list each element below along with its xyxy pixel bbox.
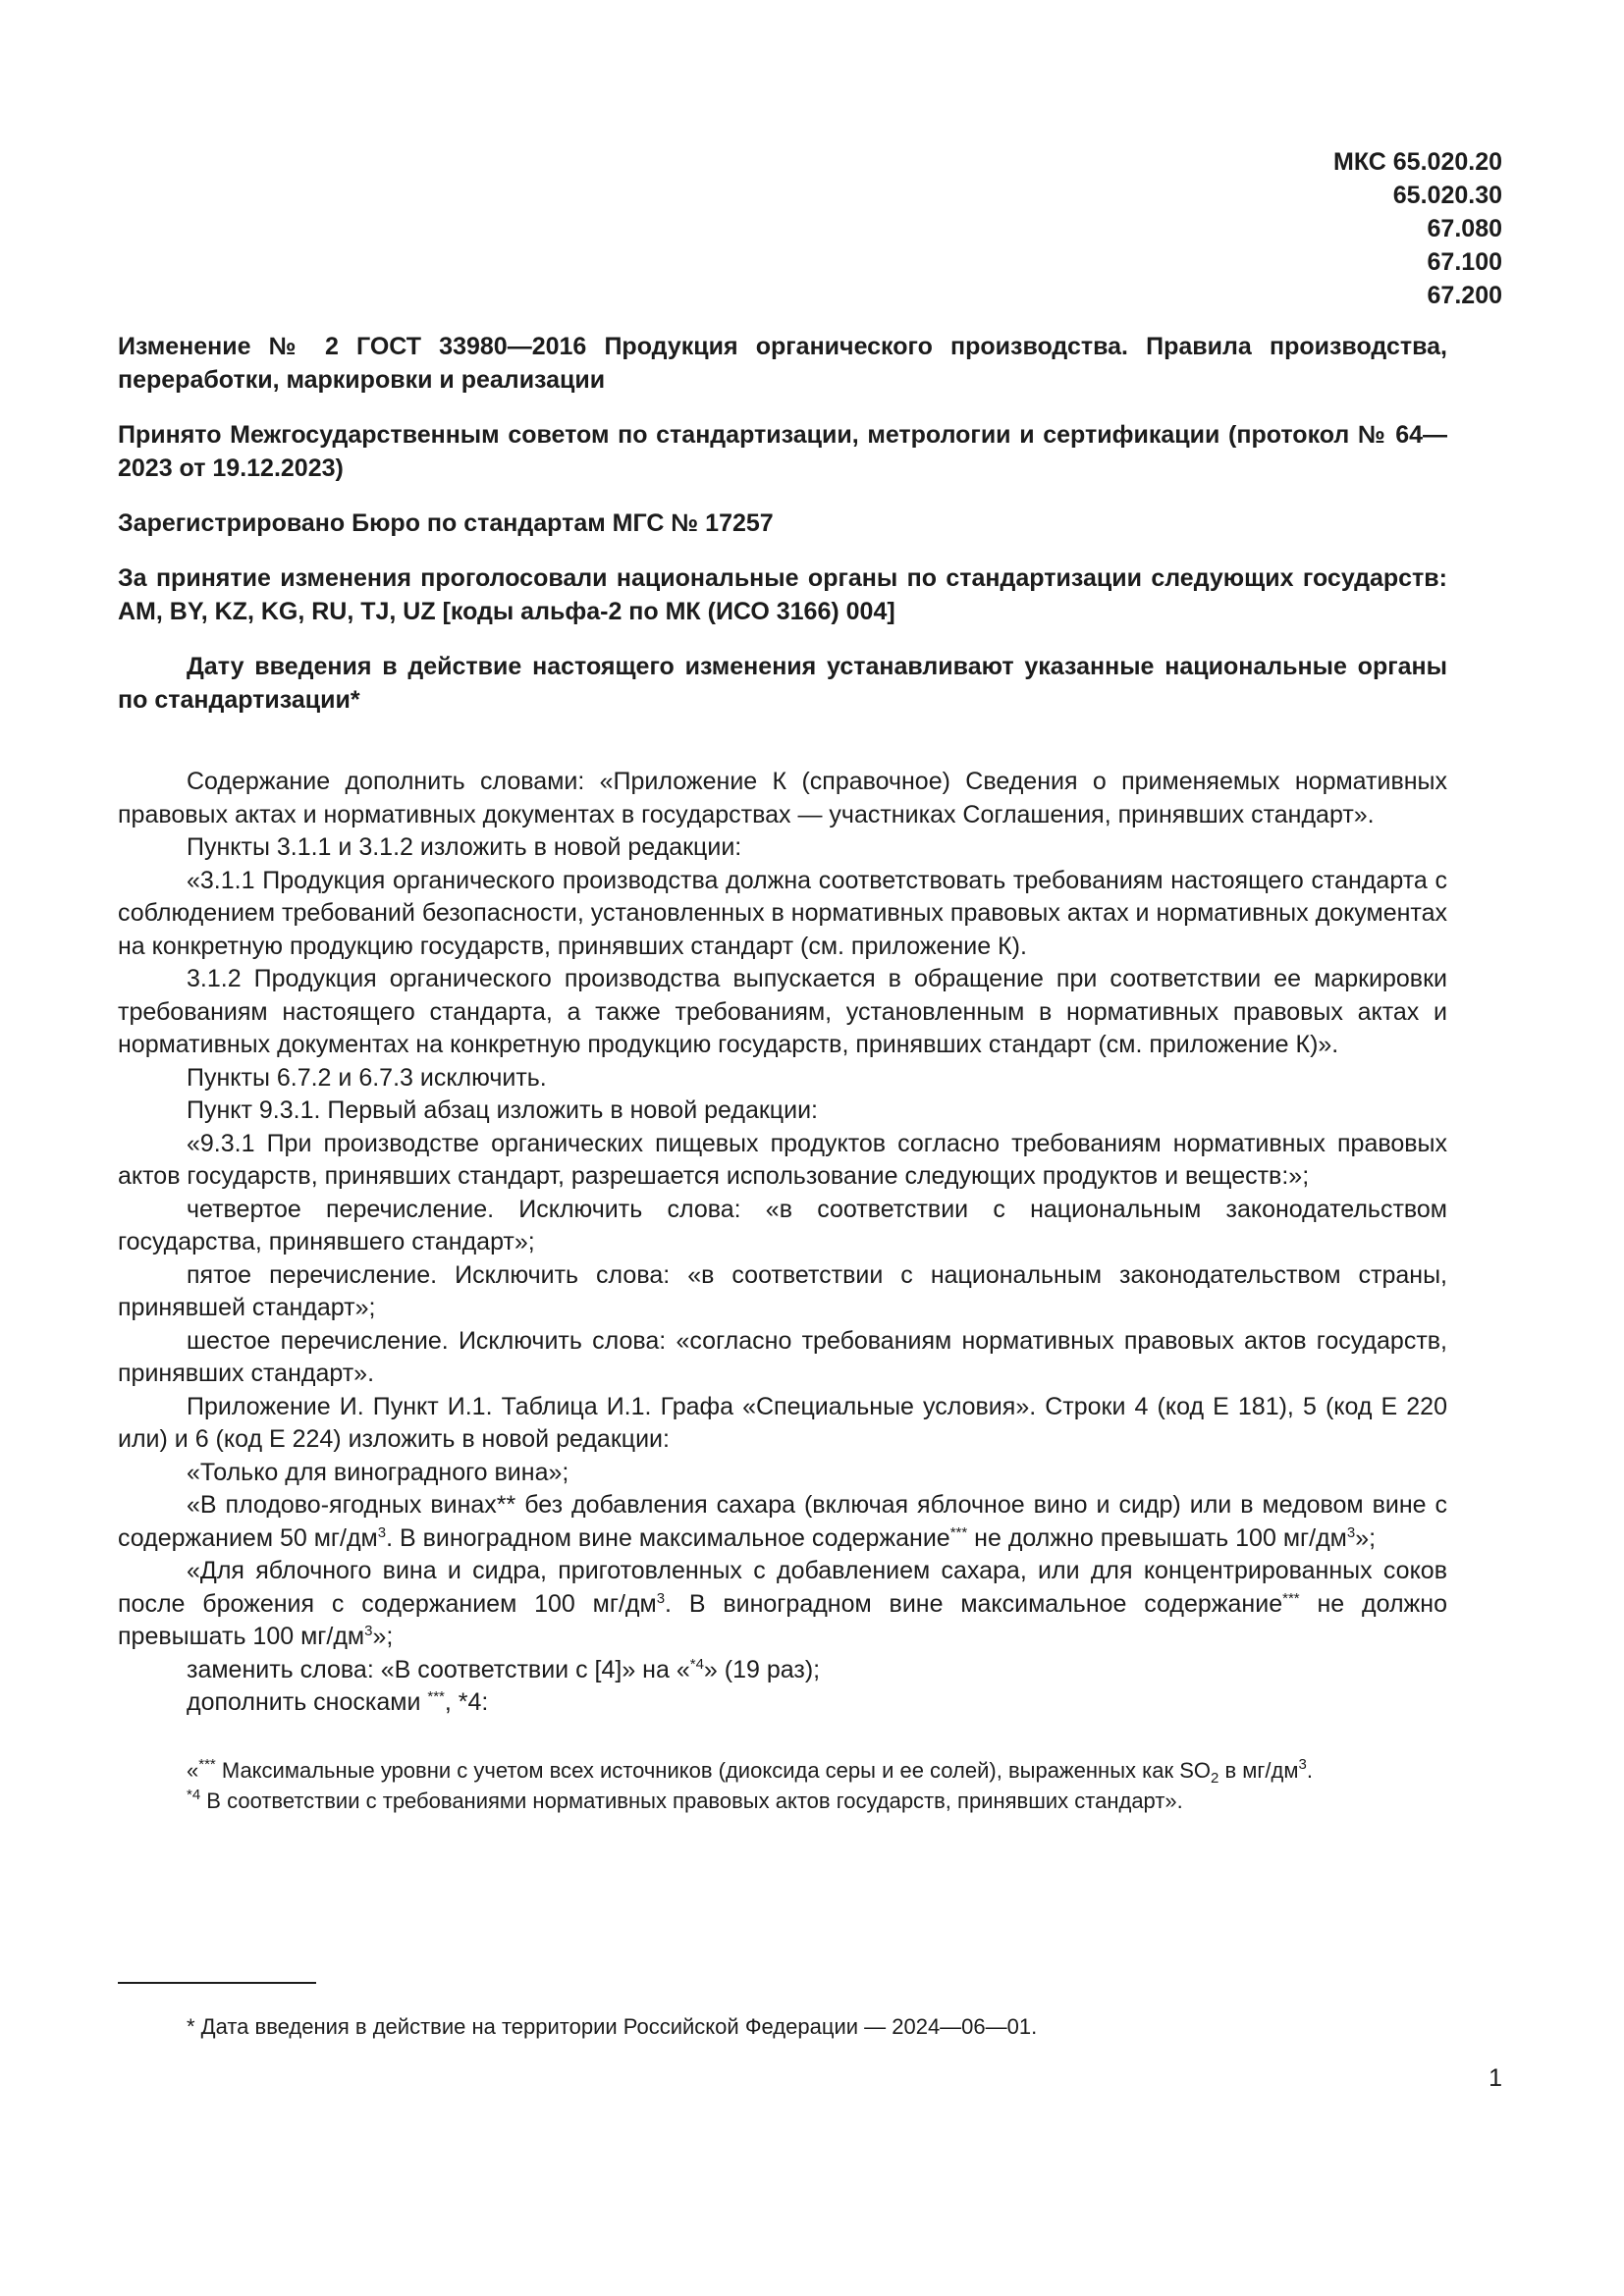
amendment-body	[118, 766, 1447, 1720]
body-paragraph: 3.1.2 Продукция органического производства выпускается в обращение при соответствии ее маркировки требованиям настоящего стандарта, а также требованиям, установленным в нормативных правовых актах и нормативных документах на конкретную продукцию государств, принявших стандарт (см. приложение К)».	[118, 965, 1447, 1058]
registration-statement: Зарегистрировано Бюро по стандартам МГС № 17257	[118, 509, 774, 537]
voting-statement: За принятие изменения проголосовали национальные органы по стандартизации следующих государств: AM, BY, KZ, KG, RU, TJ, UZ [коды альфа-2 по МК (ИСО 3166) 004]	[118, 564, 1447, 625]
body-paragraph: Пункты 6.7.2 и 6.7.3 исключить.	[187, 1063, 547, 1092]
mks-code-5: 67.200	[1427, 282, 1502, 309]
adopted-statement: Принято Межгосударственным советом по стандартизации, метрологии и сертификации (протокол № 64—2023 от 19.12.2023)	[118, 421, 1447, 482]
mks-prefix: МКС	[1333, 148, 1386, 176]
mks-code-2: 65.020.30	[1392, 182, 1502, 209]
footnote-divider	[118, 1982, 316, 1984]
body-paragraph: «В плодово-ягодных винах** без добавления сахара (включая яблочное вино и сидр) или в медовом вине с содержанием 50 $мг/дм^3$. В виноградном вине максимальное содержание*** не должно превышать 100 $мг/дм^3$»;	[118, 1491, 1447, 1552]
body-paragraph: дополнить сносками ***, *4:	[187, 1688, 489, 1716]
document-content	[118, 330, 1447, 1816]
body-paragraph: Приложение И. Пункт И.1. Таблица И.1. Графа «Специальные условия». Строки 4 (код Е 181), 5 (код Е 220 или) и 6 (код Е 224) изложить в новой редакции:	[118, 1392, 1447, 1453]
body-paragraph: пятое перечисление. Исключить слова: «в соответствии с национальным законодательством страны, принявшей стандарт»;	[118, 1260, 1447, 1321]
page-footnote: * Дата введения в действие на территории Российской Федерации — 2024—06—01.	[187, 2014, 1038, 2039]
inserted-footnote: «*** Максимальные уровни с учетом всех источников (диоксида серы и ее солей), выраженных как $SO_2$ в $мг/дм^3$.	[187, 1755, 1313, 1787]
body-paragraph: «Только для виноградного вина»;	[187, 1458, 569, 1486]
body-paragraph: «9.3.1 При производстве органических пищевых продуктов согласно требованиям нормативных правовых актов государств, принявших стандарт, разрешается использование следующих продуктов и веществ:»;	[118, 1129, 1447, 1190]
body-paragraph: «Для яблочного вина и сидра, приготовленных с добавлением сахара, или для концентрированных соков после брожения с содержанием 100 $мг/дм^3$. В виноградном вине максимальное содержание*** не должно превышать 100 $мг/дм^3$»;	[118, 1557, 1447, 1650]
body-paragraph: заменить слова: «В соответствии с [4]» на «$^{*4}$» (19 раз);	[187, 1655, 821, 1683]
inserted-footnotes	[118, 1755, 1447, 1816]
body-paragraph: Пункт 9.3.1. Первый абзац изложить в новой редакции:	[187, 1096, 819, 1124]
body-paragraph: Содержание дополнить словами: «Приложение К (справочное) Сведения о применяемых нормативных правовых актах и нормативных документах в государствах — участниках Соглашения, принявших стандарт».	[118, 768, 1447, 828]
body-paragraph: четвертое перечисление. Исключить слова: «в соответствии с национальным законодательством государства, принявшего стандарт»;	[118, 1195, 1447, 1255]
body-paragraph: Пункты 3.1.1 и 3.1.2 изложить в новой редакции:	[187, 833, 742, 861]
mks-code-4: 67.100	[1427, 248, 1502, 276]
body-paragraph: «3.1.1 Продукция органического производства должна соответствовать требованиям настоящего стандарта с соблюдением требований безопасности, установленных в нормативных правовых актах и нормативных документах на конкретную продукцию государств, принявших стандарт (см. приложение К).	[118, 866, 1447, 960]
amendment-title: Изменение № 2 ГОСТ 33980—2016 Продукция органического производства. Правила производства, переработки, маркировки и реализации	[118, 333, 1447, 394]
inserted-footnote: $^{*4}$ В соответствии с требованиями нормативных правовых актов государств, принявших стандарт».	[187, 1786, 1183, 1813]
effective-date-statement: Дату введения в действие настоящего изменения устанавливают указанные национальные органы по стандартизации*	[118, 653, 1447, 714]
body-paragraph: шестое перечисление. Исключить слова: «согласно требованиям нормативных правовых актов государств, принявших стандарт».	[118, 1326, 1447, 1387]
mks-code-1: МКС 65.020.20	[1333, 148, 1502, 176]
classification-codes	[1333, 145, 1502, 312]
mks-code-3: 67.080	[1427, 215, 1502, 242]
page-number: 1	[1489, 2064, 1502, 2092]
